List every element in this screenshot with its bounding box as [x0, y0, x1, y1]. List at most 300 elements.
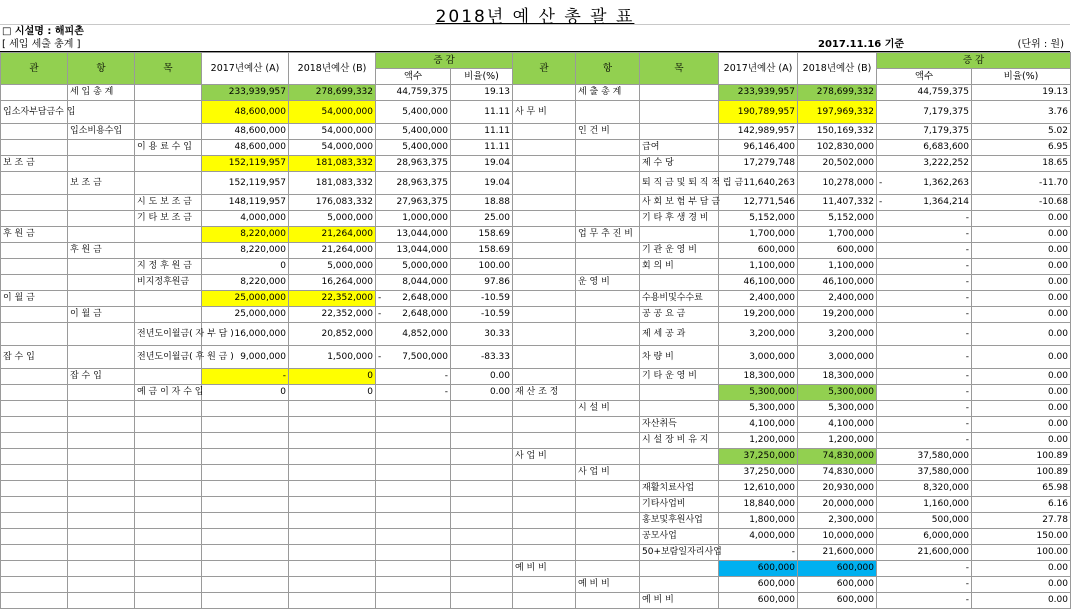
exp-cell-mok[interactable]: [640, 156, 719, 172]
exp-cell-hang[interactable]: [576, 545, 640, 561]
rev-cell-a[interactable]: [202, 465, 289, 481]
exp-cell-a[interactable]: [719, 307, 798, 323]
rev-cell-ratio[interactable]: [451, 385, 513, 401]
exp-cell-gwan[interactable]: [513, 497, 576, 513]
rev-cell-hang[interactable]: [68, 243, 135, 259]
rev-cell-gwan[interactable]: [1, 593, 68, 609]
exp-cell-hang[interactable]: [576, 513, 640, 529]
rev-cell-a[interactable]: [202, 497, 289, 513]
rev-cell-hang[interactable]: [68, 156, 135, 172]
rev-cell-gwan[interactable]: [1, 291, 68, 307]
exp-cell-b[interactable]: [798, 346, 877, 369]
exp-cell-mok[interactable]: [640, 593, 719, 609]
exp-cell-diff[interactable]: [877, 449, 972, 465]
exp-cell-b[interactable]: [798, 243, 877, 259]
exp-cell-mok[interactable]: [640, 433, 719, 449]
exp-cell-gwan[interactable]: [513, 346, 576, 369]
rev-cell-ratio[interactable]: [451, 593, 513, 609]
rev-cell-gwan[interactable]: [1, 497, 68, 513]
rev-cell-hang[interactable]: [68, 433, 135, 449]
exp-cell-b[interactable]: [798, 85, 877, 101]
exp-cell-a[interactable]: [719, 195, 798, 211]
rev-cell-gwan[interactable]: [1, 513, 68, 529]
exp-cell-b[interactable]: [798, 417, 877, 433]
exp-cell-a[interactable]: [719, 513, 798, 529]
rev-cell-b[interactable]: [289, 140, 376, 156]
rev-cell-gwan[interactable]: [1, 101, 76, 124]
exp-cell-b[interactable]: [798, 577, 877, 593]
rev-cell-mok[interactable]: [135, 101, 202, 124]
rev-cell-a[interactable]: [202, 593, 289, 609]
exp-cell-diff[interactable]: [877, 369, 972, 385]
exp-cell-hang[interactable]: [576, 172, 640, 195]
rev-cell-b[interactable]: [289, 497, 376, 513]
rev-cell-hang[interactable]: [68, 227, 135, 243]
exp-cell-diff[interactable]: [877, 275, 972, 291]
exp-cell-a[interactable]: [719, 417, 798, 433]
rev-cell-mok[interactable]: [135, 323, 234, 346]
exp-cell-a[interactable]: [719, 481, 798, 497]
rev-cell-gwan[interactable]: [1, 195, 68, 211]
rev-cell-mok[interactable]: [135, 465, 202, 481]
rev-cell-a[interactable]: [202, 401, 289, 417]
rev-cell-hang[interactable]: [68, 101, 135, 124]
rev-cell-mok[interactable]: [135, 529, 202, 545]
rev-cell-b[interactable]: [289, 481, 376, 497]
rev-cell-ratio[interactable]: [451, 211, 513, 227]
rev-cell-diff[interactable]: [376, 346, 451, 369]
exp-cell-mok[interactable]: [640, 449, 719, 465]
rev-cell-mok[interactable]: [135, 593, 202, 609]
rev-cell-a[interactable]: [202, 577, 289, 593]
rev-cell-b[interactable]: [289, 529, 376, 545]
rev-cell-diff[interactable]: [376, 307, 451, 323]
rev-cell-hang[interactable]: [68, 275, 135, 291]
exp-cell-hang[interactable]: [576, 85, 640, 101]
rev-cell-mok[interactable]: [135, 156, 202, 172]
exp-cell-diff[interactable]: [877, 195, 972, 211]
rev-cell-hang[interactable]: [68, 401, 135, 417]
rev-cell-hang[interactable]: [68, 346, 135, 369]
exp-cell-hang[interactable]: [576, 275, 640, 291]
exp-cell-hang[interactable]: [576, 433, 640, 449]
exp-cell-a[interactable]: [719, 85, 798, 101]
rev-cell-b[interactable]: [289, 172, 376, 195]
exp-cell-mok[interactable]: [640, 497, 719, 513]
rev-cell-b[interactable]: [289, 211, 376, 227]
exp-cell-ratio[interactable]: [972, 401, 1071, 417]
rev-cell-mok[interactable]: [135, 369, 202, 385]
rev-cell-ratio[interactable]: [451, 561, 513, 577]
rev-cell-hang[interactable]: [68, 124, 135, 140]
exp-cell-ratio[interactable]: [972, 307, 1071, 323]
rev-cell-gwan[interactable]: [1, 529, 68, 545]
rev-cell-ratio[interactable]: [451, 172, 513, 195]
exp-cell-gwan[interactable]: [513, 433, 576, 449]
exp-cell-mok[interactable]: [640, 529, 719, 545]
rev-cell-gwan[interactable]: [1, 369, 68, 385]
exp-cell-ratio[interactable]: [972, 481, 1071, 497]
exp-cell-mok[interactable]: [640, 243, 719, 259]
exp-cell-ratio[interactable]: [972, 449, 1071, 465]
rev-cell-ratio[interactable]: [451, 323, 513, 346]
rev-cell-ratio[interactable]: [451, 259, 513, 275]
exp-cell-mok[interactable]: [640, 369, 719, 385]
rev-cell-ratio[interactable]: [451, 481, 513, 497]
rev-cell-diff[interactable]: [376, 465, 451, 481]
rev-cell-diff[interactable]: [376, 513, 451, 529]
exp-cell-mok[interactable]: [640, 481, 719, 497]
rev-cell-b[interactable]: [289, 156, 376, 172]
rev-cell-hang[interactable]: [68, 545, 135, 561]
rev-cell-b[interactable]: [289, 577, 376, 593]
exp-cell-mok[interactable]: [640, 227, 719, 243]
rev-cell-diff[interactable]: [376, 140, 451, 156]
rev-cell-mok[interactable]: [135, 227, 202, 243]
exp-cell-mok[interactable]: [640, 465, 719, 481]
rev-cell-ratio[interactable]: [451, 433, 513, 449]
exp-cell-mok[interactable]: [640, 140, 719, 156]
rev-cell-a[interactable]: [202, 449, 289, 465]
rev-cell-diff[interactable]: [376, 401, 451, 417]
exp-cell-b[interactable]: [798, 513, 877, 529]
rev-cell-ratio[interactable]: [451, 497, 513, 513]
exp-cell-diff[interactable]: [877, 385, 972, 401]
exp-cell-b[interactable]: [798, 545, 877, 561]
exp-cell-diff[interactable]: [877, 156, 972, 172]
rev-cell-hang[interactable]: [68, 259, 135, 275]
exp-cell-diff[interactable]: [877, 259, 972, 275]
exp-cell-ratio[interactable]: [972, 227, 1071, 243]
rev-cell-a[interactable]: [202, 545, 289, 561]
rev-cell-ratio[interactable]: [451, 577, 513, 593]
exp-cell-gwan[interactable]: [513, 195, 576, 211]
exp-cell-gwan[interactable]: [513, 449, 576, 465]
exp-cell-mok[interactable]: [640, 101, 719, 124]
rev-cell-diff[interactable]: [376, 497, 451, 513]
rev-cell-diff[interactable]: [376, 481, 451, 497]
rev-cell-hang[interactable]: [68, 593, 135, 609]
rev-cell-diff[interactable]: [376, 211, 451, 227]
exp-cell-mok[interactable]: [640, 291, 719, 307]
exp-cell-hang[interactable]: [576, 211, 640, 227]
rev-cell-gwan[interactable]: [1, 85, 68, 101]
exp-cell-b[interactable]: [798, 323, 877, 346]
rev-cell-ratio[interactable]: [451, 101, 513, 124]
exp-cell-mok[interactable]: [640, 417, 719, 433]
exp-cell-hang[interactable]: [576, 101, 640, 124]
exp-cell-gwan[interactable]: [513, 401, 576, 417]
rev-cell-gwan[interactable]: [1, 259, 68, 275]
exp-cell-a[interactable]: [719, 101, 798, 124]
exp-cell-a[interactable]: [719, 346, 798, 369]
rev-cell-diff[interactable]: [376, 561, 451, 577]
rev-cell-diff[interactable]: [376, 124, 451, 140]
rev-cell-gwan[interactable]: [1, 449, 68, 465]
rev-cell-a[interactable]: [202, 369, 289, 385]
exp-cell-diff[interactable]: [877, 401, 972, 417]
rev-cell-hang[interactable]: [68, 140, 135, 156]
rev-cell-a[interactable]: [202, 124, 289, 140]
exp-cell-b[interactable]: [798, 101, 877, 124]
exp-cell-a[interactable]: [719, 323, 798, 346]
exp-cell-gwan[interactable]: [513, 243, 576, 259]
rev-cell-hang[interactable]: [68, 465, 135, 481]
rev-cell-mok[interactable]: [135, 401, 202, 417]
rev-cell-a[interactable]: [202, 227, 289, 243]
exp-cell-diff[interactable]: [877, 529, 972, 545]
exp-cell-ratio[interactable]: [972, 275, 1071, 291]
rev-cell-hang[interactable]: [68, 307, 135, 323]
exp-cell-a[interactable]: [719, 243, 798, 259]
rev-cell-hang[interactable]: [68, 323, 135, 346]
exp-cell-diff[interactable]: [877, 211, 972, 227]
exp-cell-gwan[interactable]: [513, 172, 576, 195]
exp-cell-gwan[interactable]: [513, 156, 576, 172]
exp-cell-diff[interactable]: [877, 101, 972, 124]
exp-cell-b[interactable]: [798, 259, 877, 275]
rev-cell-hang[interactable]: [68, 369, 135, 385]
exp-cell-b[interactable]: [798, 140, 877, 156]
exp-cell-gwan[interactable]: [513, 124, 576, 140]
rev-cell-ratio[interactable]: [451, 275, 513, 291]
exp-cell-mok[interactable]: [640, 259, 719, 275]
exp-cell-gwan[interactable]: [513, 85, 576, 101]
exp-cell-b[interactable]: [798, 433, 877, 449]
rev-cell-hang[interactable]: [68, 291, 135, 307]
exp-cell-b[interactable]: [798, 124, 877, 140]
exp-cell-ratio[interactable]: [972, 417, 1071, 433]
exp-cell-ratio[interactable]: [972, 561, 1071, 577]
exp-cell-gwan[interactable]: [513, 259, 576, 275]
rev-cell-mok[interactable]: [135, 385, 202, 401]
exp-cell-a[interactable]: [719, 529, 798, 545]
rev-cell-hang[interactable]: [68, 481, 135, 497]
rev-cell-mok[interactable]: [135, 195, 202, 211]
exp-cell-gwan[interactable]: [513, 513, 576, 529]
rev-cell-gwan[interactable]: [1, 172, 68, 195]
exp-cell-b[interactable]: [798, 561, 877, 577]
exp-cell-hang[interactable]: [576, 156, 640, 172]
rev-cell-hang[interactable]: [68, 417, 135, 433]
exp-cell-b[interactable]: [798, 529, 877, 545]
exp-cell-mok[interactable]: [640, 211, 719, 227]
exp-cell-diff[interactable]: [877, 465, 972, 481]
rev-cell-hang[interactable]: [68, 385, 135, 401]
rev-cell-hang[interactable]: [68, 497, 135, 513]
rev-cell-mok[interactable]: [135, 433, 202, 449]
rev-cell-a[interactable]: [202, 433, 289, 449]
rev-cell-gwan[interactable]: [1, 481, 68, 497]
exp-cell-gwan[interactable]: [513, 577, 576, 593]
rev-cell-gwan[interactable]: [1, 323, 68, 346]
rev-cell-diff[interactable]: [376, 85, 451, 101]
rev-cell-gwan[interactable]: [1, 401, 68, 417]
exp-cell-mok[interactable]: [640, 401, 719, 417]
rev-cell-hang[interactable]: [68, 513, 135, 529]
rev-cell-a[interactable]: [202, 259, 289, 275]
rev-cell-a[interactable]: [202, 156, 289, 172]
rev-cell-ratio[interactable]: [451, 307, 513, 323]
rev-cell-ratio[interactable]: [451, 369, 513, 385]
rev-cell-diff[interactable]: [376, 369, 451, 385]
exp-cell-ratio[interactable]: [972, 156, 1071, 172]
rev-cell-a[interactable]: [202, 307, 289, 323]
exp-cell-hang[interactable]: [576, 140, 640, 156]
rev-cell-b[interactable]: [289, 85, 376, 101]
exp-cell-mok[interactable]: [640, 172, 744, 195]
rev-cell-gwan[interactable]: [1, 275, 68, 291]
rev-cell-diff[interactable]: [376, 172, 451, 195]
rev-cell-b[interactable]: [289, 513, 376, 529]
rev-cell-ratio[interactable]: [451, 513, 513, 529]
rev-cell-ratio[interactable]: [451, 156, 513, 172]
rev-cell-b[interactable]: [289, 227, 376, 243]
rev-cell-ratio[interactable]: [451, 195, 513, 211]
rev-cell-b[interactable]: [289, 561, 376, 577]
exp-cell-a[interactable]: [719, 140, 798, 156]
exp-cell-a[interactable]: [719, 593, 798, 609]
rev-cell-mok[interactable]: [135, 307, 202, 323]
rev-cell-diff[interactable]: [376, 227, 451, 243]
rev-cell-a[interactable]: [202, 291, 289, 307]
exp-cell-b[interactable]: [798, 481, 877, 497]
exp-cell-gwan[interactable]: [513, 593, 576, 609]
exp-cell-hang[interactable]: [576, 307, 640, 323]
rev-cell-hang[interactable]: [68, 561, 135, 577]
rev-cell-b[interactable]: [289, 323, 376, 346]
exp-cell-mok[interactable]: [640, 385, 719, 401]
rev-cell-diff[interactable]: [376, 243, 451, 259]
exp-cell-hang[interactable]: [576, 227, 640, 243]
rev-cell-diff[interactable]: [376, 433, 451, 449]
exp-cell-b[interactable]: [798, 497, 877, 513]
rev-cell-b[interactable]: [289, 195, 376, 211]
exp-cell-a[interactable]: [719, 124, 798, 140]
exp-cell-mok[interactable]: [640, 323, 719, 346]
rev-cell-diff[interactable]: [376, 577, 451, 593]
rev-cell-b[interactable]: [289, 243, 376, 259]
rev-cell-b[interactable]: [289, 346, 376, 369]
exp-cell-a[interactable]: [719, 449, 798, 465]
exp-cell-gwan[interactable]: [513, 307, 576, 323]
rev-cell-gwan[interactable]: [1, 545, 68, 561]
rev-cell-a[interactable]: [202, 211, 289, 227]
exp-cell-mok[interactable]: [640, 561, 719, 577]
exp-cell-hang[interactable]: [576, 195, 640, 211]
rev-cell-b[interactable]: [289, 369, 376, 385]
exp-cell-b[interactable]: [798, 195, 877, 211]
rev-cell-b[interactable]: [289, 291, 376, 307]
exp-cell-diff[interactable]: [877, 140, 972, 156]
rev-cell-a[interactable]: [202, 140, 289, 156]
exp-cell-diff[interactable]: [877, 227, 972, 243]
rev-cell-mok[interactable]: [135, 243, 202, 259]
exp-cell-gwan[interactable]: [513, 369, 576, 385]
rev-cell-diff[interactable]: [376, 593, 451, 609]
rev-cell-gwan[interactable]: [1, 211, 68, 227]
exp-cell-a[interactable]: [719, 561, 798, 577]
rev-cell-diff[interactable]: [376, 195, 451, 211]
rev-cell-a[interactable]: [202, 417, 289, 433]
exp-cell-a[interactable]: [719, 211, 798, 227]
exp-cell-hang[interactable]: [576, 346, 640, 369]
exp-cell-a[interactable]: [719, 291, 798, 307]
exp-cell-ratio[interactable]: [972, 369, 1071, 385]
exp-cell-ratio[interactable]: [972, 577, 1071, 593]
exp-cell-gwan[interactable]: [513, 529, 576, 545]
rev-cell-b[interactable]: [289, 124, 376, 140]
exp-cell-ratio[interactable]: [972, 593, 1071, 609]
exp-cell-b[interactable]: [798, 211, 877, 227]
rev-cell-mok[interactable]: [135, 275, 202, 291]
exp-cell-mok[interactable]: [640, 195, 719, 211]
exp-cell-ratio[interactable]: [972, 85, 1071, 101]
rev-cell-diff[interactable]: [376, 101, 451, 124]
rev-cell-mok[interactable]: [135, 561, 202, 577]
rev-cell-mok[interactable]: [135, 577, 202, 593]
rev-cell-ratio[interactable]: [451, 529, 513, 545]
exp-cell-a[interactable]: [719, 433, 798, 449]
rev-cell-gwan[interactable]: [1, 465, 68, 481]
rev-cell-hang[interactable]: [68, 577, 135, 593]
rev-cell-gwan[interactable]: [1, 417, 68, 433]
rev-cell-b[interactable]: [289, 101, 376, 124]
exp-cell-a[interactable]: [719, 259, 798, 275]
exp-cell-a[interactable]: [719, 545, 798, 561]
exp-cell-mok[interactable]: [640, 85, 719, 101]
exp-cell-ratio[interactable]: [972, 465, 1071, 481]
exp-cell-b[interactable]: [798, 227, 877, 243]
exp-cell-b[interactable]: [798, 172, 877, 195]
exp-cell-diff[interactable]: [877, 513, 972, 529]
exp-cell-gwan[interactable]: [513, 227, 576, 243]
exp-cell-diff[interactable]: [877, 172, 972, 195]
exp-cell-gwan[interactable]: [513, 140, 576, 156]
rev-cell-hang[interactable]: [68, 85, 135, 101]
rev-cell-gwan[interactable]: [1, 346, 68, 369]
rev-cell-ratio[interactable]: [451, 227, 513, 243]
rev-cell-b[interactable]: [289, 417, 376, 433]
exp-cell-ratio[interactable]: [972, 195, 1071, 211]
exp-cell-ratio[interactable]: [972, 172, 1071, 195]
rev-cell-a[interactable]: [202, 385, 289, 401]
exp-cell-b[interactable]: [798, 291, 877, 307]
rev-cell-ratio[interactable]: [451, 545, 513, 561]
rev-cell-mok[interactable]: [135, 85, 202, 101]
rev-cell-ratio[interactable]: [451, 417, 513, 433]
exp-cell-diff[interactable]: [877, 417, 972, 433]
exp-cell-diff[interactable]: [877, 291, 972, 307]
exp-cell-hang[interactable]: [576, 291, 640, 307]
rev-cell-hang[interactable]: [68, 449, 135, 465]
rev-cell-mok[interactable]: [135, 291, 202, 307]
exp-cell-hang[interactable]: [576, 243, 640, 259]
exp-cell-a[interactable]: [719, 385, 798, 401]
exp-cell-gwan[interactable]: [513, 465, 576, 481]
exp-cell-mok[interactable]: [640, 513, 719, 529]
rev-cell-diff[interactable]: [376, 545, 451, 561]
rev-cell-ratio[interactable]: [451, 291, 513, 307]
exp-cell-gwan[interactable]: [513, 101, 576, 124]
exp-cell-mok[interactable]: [640, 577, 719, 593]
rev-cell-gwan[interactable]: [1, 140, 68, 156]
exp-cell-diff[interactable]: [877, 593, 972, 609]
rev-cell-gwan[interactable]: [1, 156, 68, 172]
exp-cell-ratio[interactable]: [972, 545, 1071, 561]
exp-cell-a[interactable]: [719, 275, 798, 291]
rev-cell-b[interactable]: [289, 385, 376, 401]
